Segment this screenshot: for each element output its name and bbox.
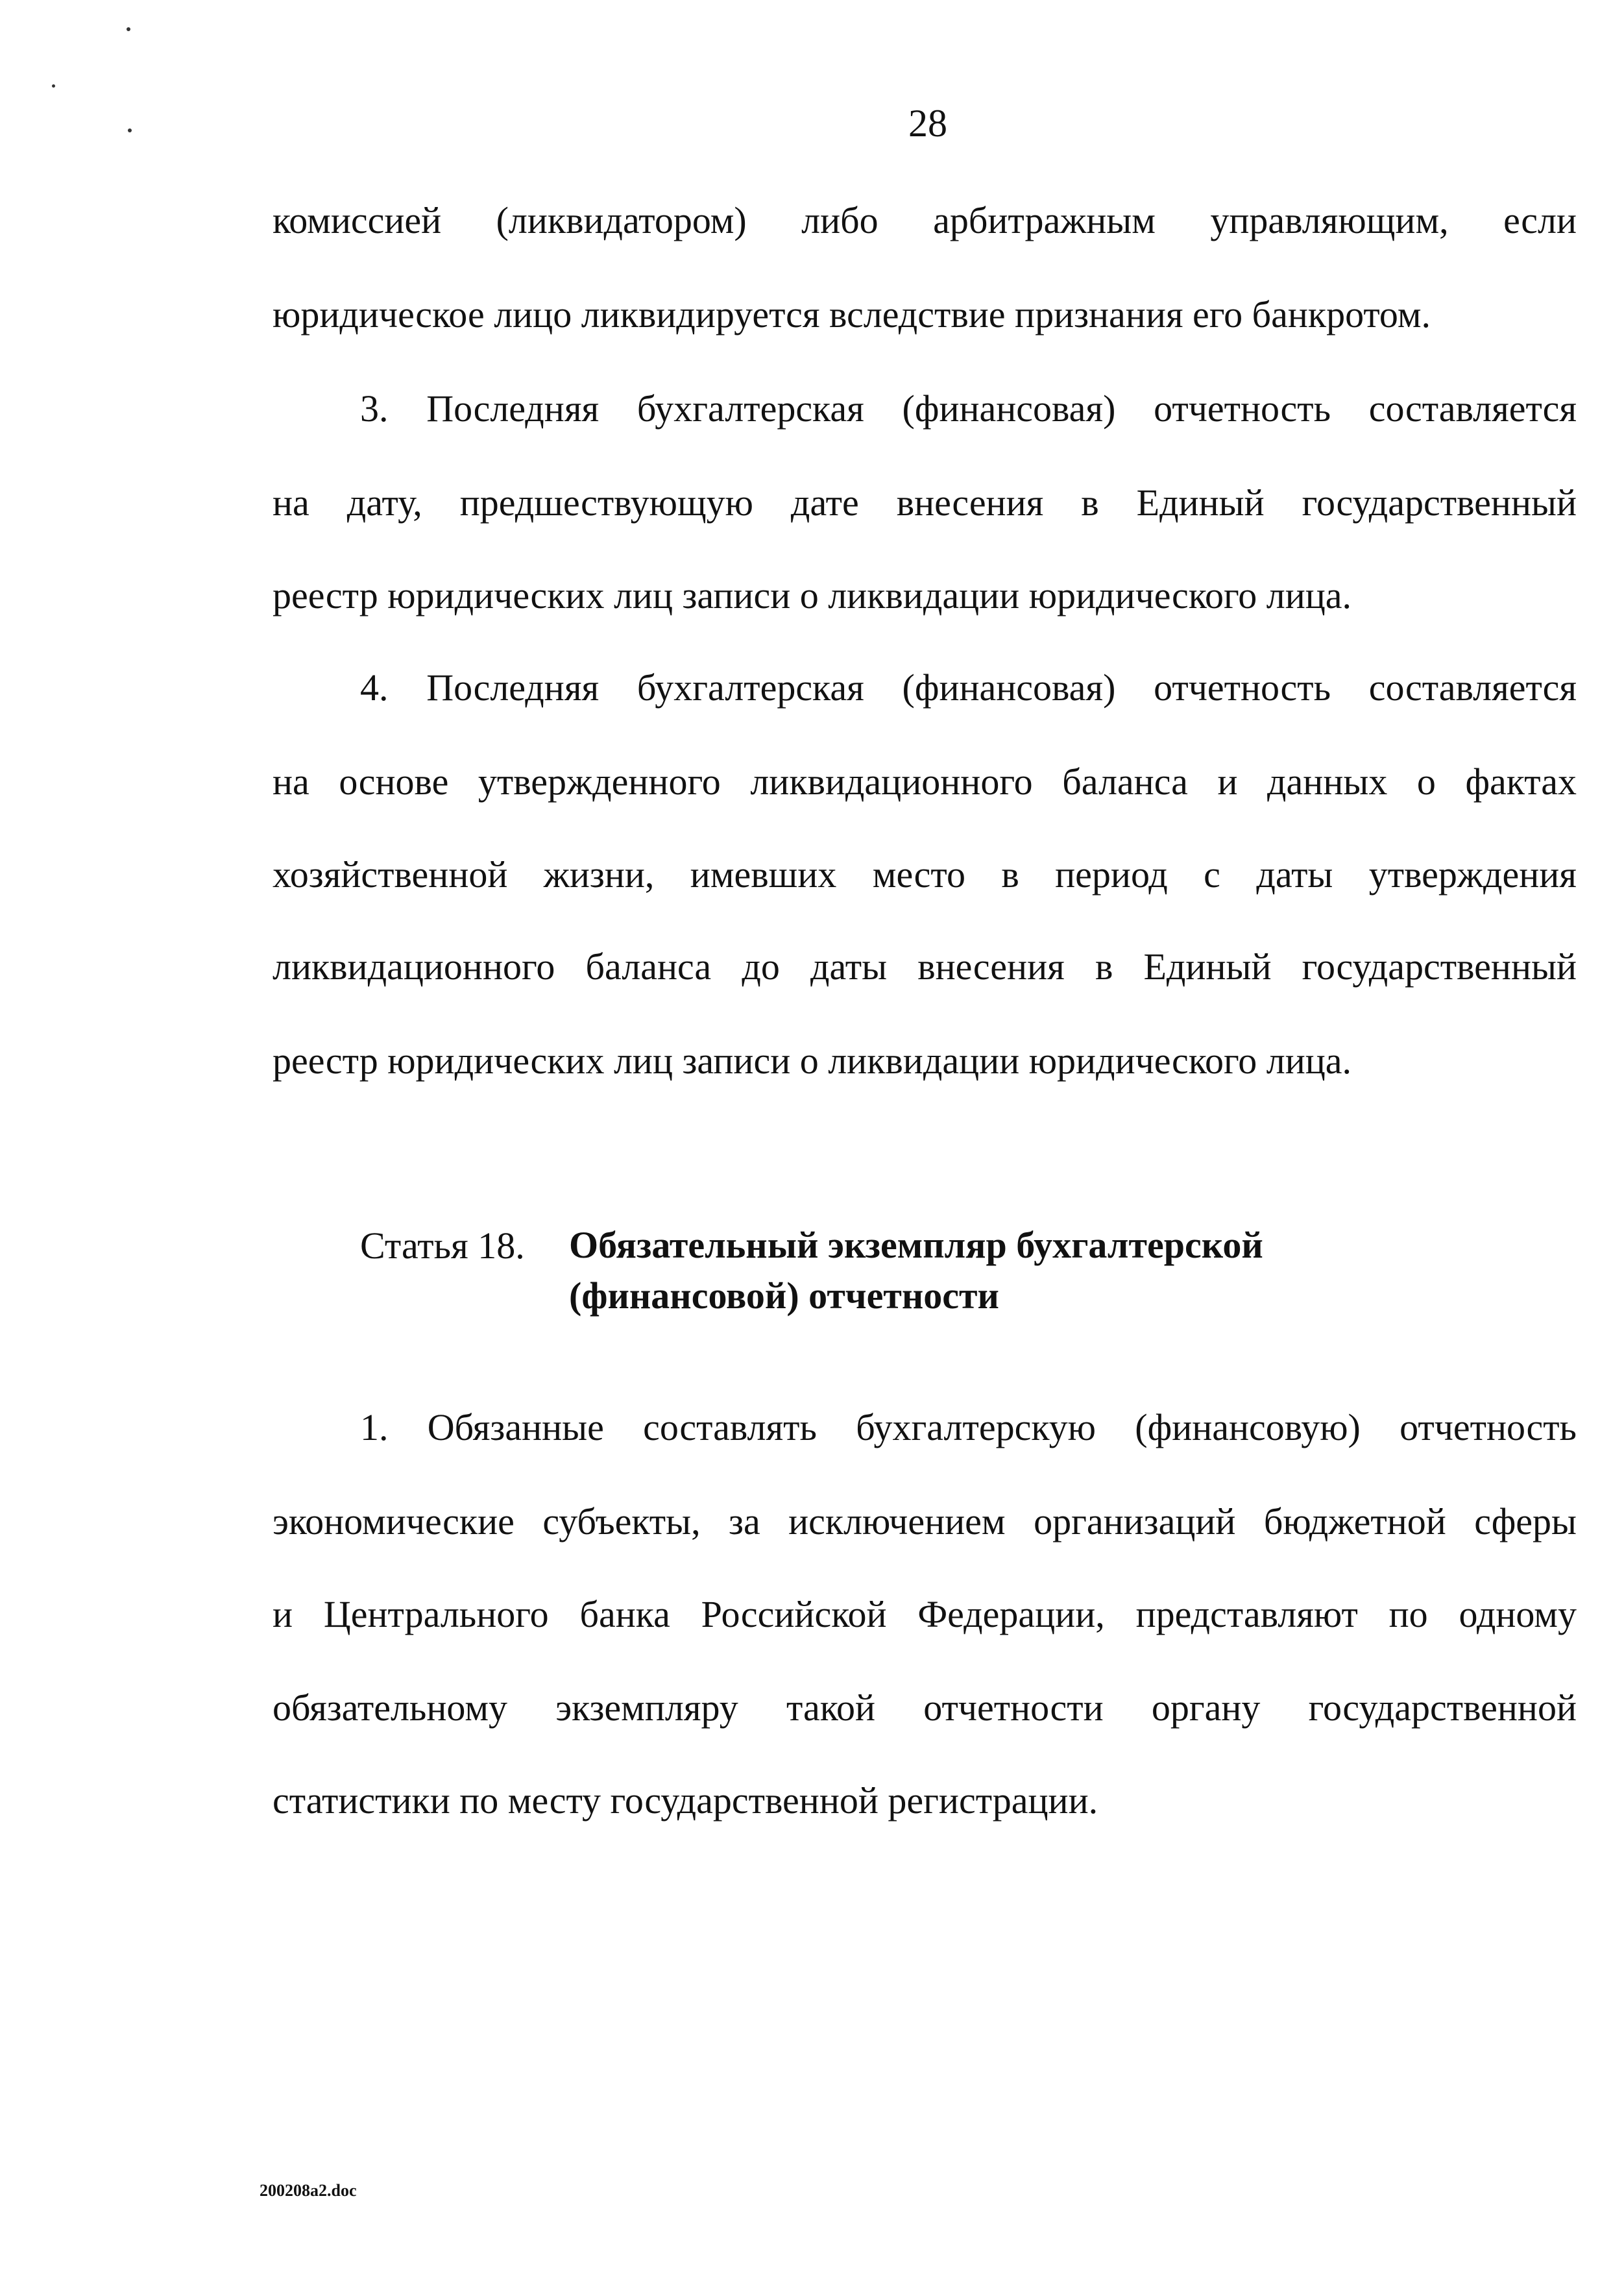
text-line: реестр юридических лиц записи о ликвидации юридического лица. (273, 1040, 1352, 1082)
page-number: 28 (908, 102, 947, 145)
text-line: хозяйственной жизни, имевших место в период с даты утверждения (273, 853, 1577, 896)
text-line: обязательному экземпляру такой отчетности органу государственной (273, 1687, 1577, 1729)
text-line: экономические субъекты, за исключением организаций бюджетной сферы (273, 1500, 1577, 1542)
article-title-line: (финансовой) отчетности (569, 1274, 999, 1317)
scan-speck (128, 128, 132, 132)
file-name-footer: 200208a2.doc (260, 2181, 357, 2200)
text-line: на основе утвержденного ликвидационного баланса и данных о фактах (273, 761, 1577, 803)
text-line: 4. Последняя бухгалтерская (финансовая) отчетность составляется (360, 666, 1577, 709)
text-line: реестр юридических лиц записи о ликвидации юридического лица. (273, 574, 1352, 616)
text-line: статистики по месту государственной регистрации. (273, 1779, 1098, 1822)
text-line: 3. Последняя бухгалтерская (финансовая) отчетность составляется (360, 387, 1577, 430)
article-title-line: Обязательный экземпляр бухгалтерской (569, 1224, 1263, 1266)
article-title (569, 1220, 1263, 1321)
text-line: и Центрального банка Российской Федерации, представляют по одному (273, 1593, 1577, 1635)
text-line: ликвидационного баланса до даты внесения в Единый государственный (273, 945, 1577, 988)
article-label: Статья 18. (360, 1225, 525, 1267)
scan-speck (127, 27, 130, 31)
text-line: комиссией (ликвидатором) либо арбитражным управляющим, если (273, 199, 1577, 241)
scan-speck (52, 84, 55, 88)
text-line: юридическое лицо ликвидируется вследствие признания его банкротом. (273, 293, 1431, 335)
text-line: на дату, предшествующую дате внесения в Единый государственный (273, 481, 1577, 524)
text-line: 1. Обязанные составлять бухгалтерскую (финансовую) отчетность (360, 1406, 1577, 1448)
